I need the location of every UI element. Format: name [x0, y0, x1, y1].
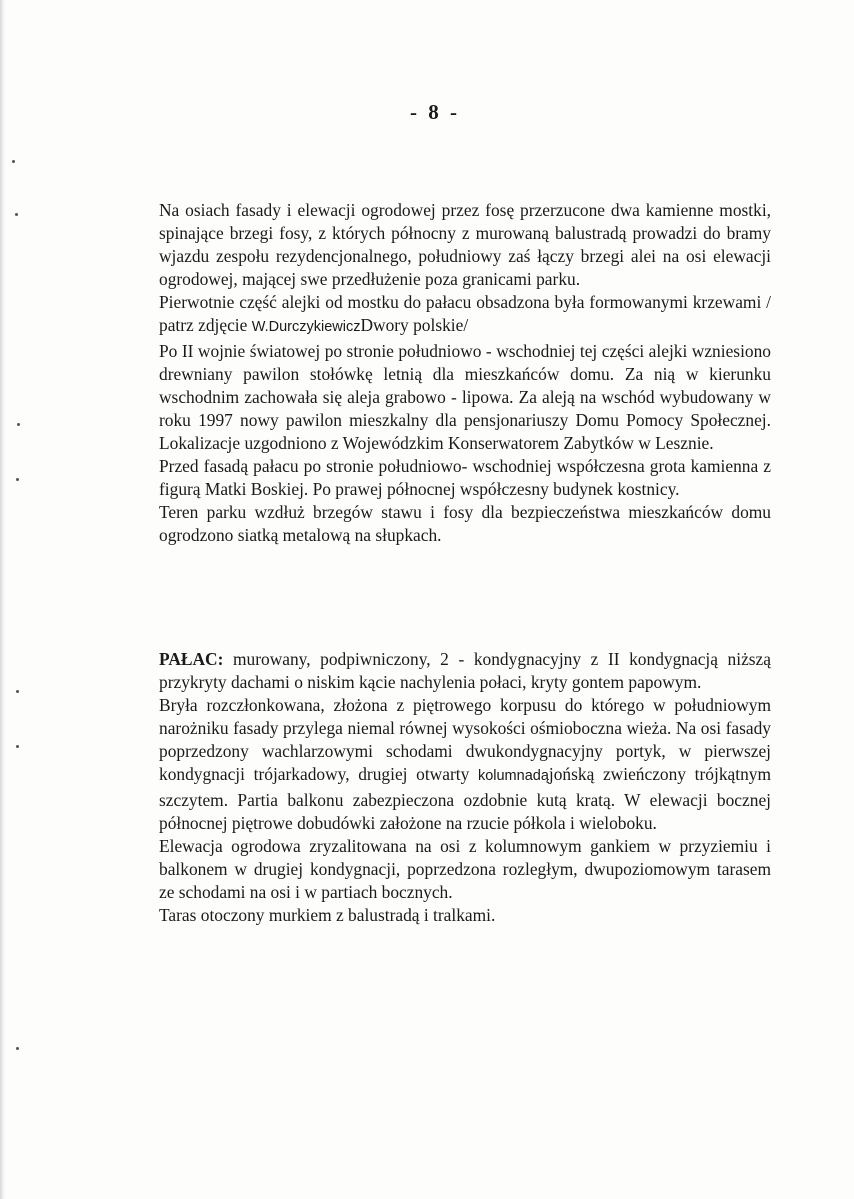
section-park-description — [159, 199, 771, 547]
section-palace — [159, 648, 771, 927]
paragraph-grotto: Przed fasadą pałacu po stronie południowo- wschodniej współczesna grota kamienna z figurą Matki Boskiej. Po prawej północnej współczesny budynek kostnicy. — [159, 456, 771, 500]
palace-body-part1: Bryła rozczłonkowana, złożona z piętrowego korpusu do którego w południowym narożniku fasady przylega niemal równej wysokości ośmioboczna wieża. Na osi fasady poprzedzony wachlarzowymi schodami dwukondygnacyjny portyk, w pierwszej kondygnacji trójarkadowy, drugiej otwarty — [159, 695, 771, 785]
palace-heading: PAŁAC: — [159, 649, 224, 669]
paragraph-pavilion: Po II wojnie światowej po stronie południowo - wschodniej tej części alejki wzniesiono drewniany pawilon stołówkę letnią dla mieszkańców domu. Za nią w kierunku wschodnim zachowała się aleja grabowo - lipowa. Za aleją na wschód wybudowany w roku 1997 nowy pawilon mieszkalny dla pensjonariuszy Domu Pomocy Społecznej. Lokalizacje uzgodniono z Wojewódzkim Konserwatorem Zabytków w Lesznie. — [159, 340, 771, 453]
palace-body-part2: jońską zwieńczony trójkątnym szczytem. Partia balkonu zabezpieczona ozdobnie kutą kratą. W elewacji bocznej północnej piętrowe dobudówki założone na rzucie półkola i wieloboku. — [159, 764, 771, 833]
palace-body-small: kolumnadą — [477, 768, 549, 785]
palace-intro-text: murowany, podpiwniczony, 2 - kondygnacyjny z II kondygnacją niższą przykryty dachami o niskim kącie nachylenia połaci, kryty gontem papowym. — [159, 649, 771, 693]
paragraph-terrace: Taras otoczony murkiem z balustradą i tralkami. — [159, 905, 496, 926]
scan-edge-shadow — [0, 0, 5, 1199]
photo-ref-author: W.Durczykiewicz — [251, 319, 361, 336]
paragraph-palace-intro — [159, 648, 771, 694]
alley-text: Pierwotnie część alejki od mostku do pałacu obsadzona była formowanymi krzewami / patrz zdjęcie — [159, 292, 771, 336]
paragraph-palace-body — [159, 694, 771, 835]
paragraph-garden-elevation: Elewacja ogrodowa zryzalitowana na osi z kolumnowym gankiem w przyziemiu i balkonem w drugiej kondygnacji, poprzedzona rozległym, dwupoziomowym tarasem ze schodami na osi i w partiach bocznych. — [159, 835, 771, 902]
paragraph-alley — [159, 291, 771, 339]
paragraph-fence: Teren parku wzdłuż brzegów stawu i fosy dla bezpieczeństwa mieszkańców domu ogrodzono siatką metalową na słupkach. — [159, 502, 771, 546]
page-number: - 8 - — [410, 100, 460, 124]
paragraph-bridges: Na osiach fasady i elewacji ogrodowej przez fosę przerzucone dwa kamienne mostki, spinające brzegi fosy, z których północny z murowaną balustradą prowadzi do bramy wjazdu zespołu rezydencjonalnego, południowy zaś łączy brzegi alei na osi elewacji ogrodowej, mającej swe przedłużenie poza granicami parku. — [159, 200, 771, 290]
photo-ref-title: Dwory polskie/ — [360, 315, 469, 336]
